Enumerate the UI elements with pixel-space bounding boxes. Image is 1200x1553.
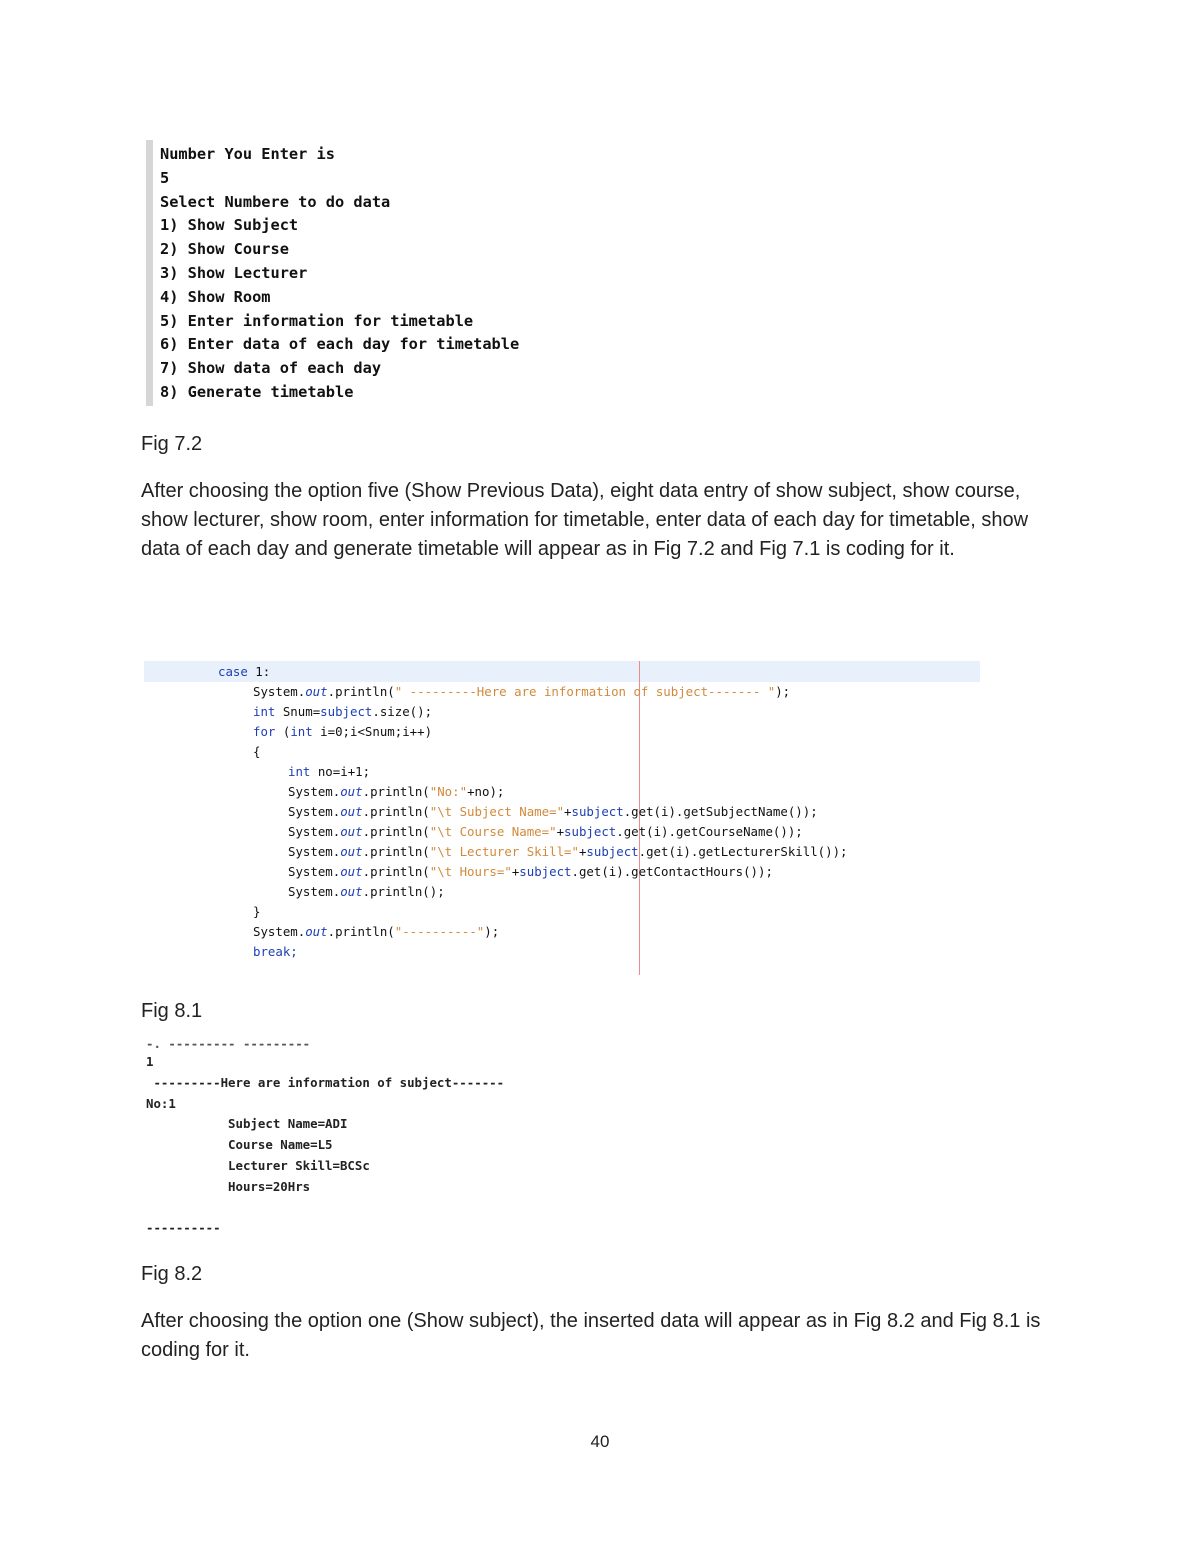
console-line: 7) Show data of each day xyxy=(160,359,382,378)
code-line: case 1: xyxy=(218,664,271,679)
output-line: Hours=20Hrs xyxy=(146,1179,311,1194)
code-line: System.out.println("\t Course Name="+subject.get(i).getCourseName()); xyxy=(288,824,803,839)
code-line: System.out.println(); xyxy=(288,884,445,899)
console-output-fig-7-2 xyxy=(146,140,766,406)
code-line: System.out.println("\t Hours="+subject.get(i).getContactHours()); xyxy=(288,864,773,879)
code-line: { xyxy=(253,744,261,759)
console-line: Number You Enter is xyxy=(160,145,335,163)
figure-caption-8-1: Fig 8.1 xyxy=(141,1000,203,1022)
console-line: 3) Show Lecturer xyxy=(160,263,308,282)
console-line: 4) Show Room xyxy=(160,287,271,306)
output-line: Subject Name=ADI xyxy=(146,1116,348,1131)
code-snippet-fig-8-1 xyxy=(144,661,980,975)
code-line: break; xyxy=(253,944,298,959)
console-line: Select Numbere to do data xyxy=(160,192,391,211)
output-line: Course Name=L5 xyxy=(146,1137,333,1152)
cut-off-line: -. --------- --------- xyxy=(146,1036,311,1051)
console-output-fig-8-2 xyxy=(146,1036,846,1236)
console-line: 5 xyxy=(160,168,170,187)
page-number: 40 xyxy=(590,1432,610,1451)
console-line: 2) Show Course xyxy=(160,240,289,259)
console-line: 1) Show Subject xyxy=(160,216,299,235)
figure-caption-7-2: Fig 7.2 xyxy=(141,433,203,455)
code-line: System.out.println("\t Lecturer Skill="+subject.get(i).getLecturerSkill()); xyxy=(288,844,848,859)
output-line: No:1 xyxy=(146,1096,176,1111)
output-line: ---------- xyxy=(146,1220,221,1235)
paragraph-option-one: After choosing the option one (Show subject), the inserted data will appear as in Fig 8.2 and Fig 8.1 is coding for it. xyxy=(141,1310,1041,1361)
console-line: 5) Enter information for timetable xyxy=(160,311,474,330)
output-line: 1 xyxy=(146,1054,154,1069)
output-line: ---------Here are information of subject------- xyxy=(146,1075,505,1090)
code-line: int Snum=subject.size(); xyxy=(253,704,433,719)
paragraph-option-five: After choosing the option five (Show Previous Data), eight data entry of show subject, show course, show lecturer, show room, enter information for timetable, enter data of each day for timetable, show data of each day and generate timetable will appear as in Fig 7.2 and Fig 7.1 is coding for it. xyxy=(141,480,1029,560)
console-left-border xyxy=(146,140,153,406)
code-line: } xyxy=(253,904,261,919)
code-line: System.out.println(" ---------Here are information of subject------- "); xyxy=(253,684,791,699)
figure-caption-8-2: Fig 8.2 xyxy=(141,1263,203,1285)
console-line: 8) Generate timetable xyxy=(160,382,354,401)
code-line: System.out.println("No:"+no); xyxy=(288,784,505,799)
code-line: System.out.println("\t Subject Name="+subject.get(i).getSubjectName()); xyxy=(288,804,818,819)
output-line: Lecturer Skill=BCSc xyxy=(146,1158,370,1173)
code-line: System.out.println("----------"); xyxy=(253,924,500,939)
code-line: for (int i=0;i<Snum;i++) xyxy=(253,724,433,739)
code-line: int no=i+1; xyxy=(288,764,371,779)
console-line: 6) Enter data of each day for timetable xyxy=(160,335,520,354)
